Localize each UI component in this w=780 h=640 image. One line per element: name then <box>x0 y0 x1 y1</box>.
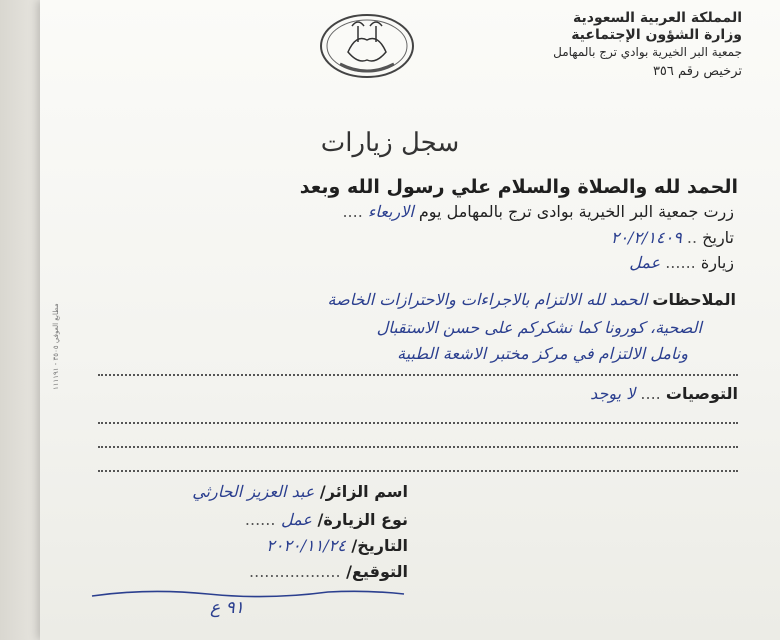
printer-note: مطابع العوفي ٣٥٠٥ - ١١١١٩١ <box>52 303 60 390</box>
recommendations-value: لا يوجد <box>590 384 636 403</box>
visit-type-value: عمل <box>281 510 312 529</box>
visitor-name-value: عبد العزيز الحارثي <box>192 482 315 501</box>
greeting-line: الحمد لله والصلاة والسلام علي رسول الله وبعد <box>299 176 738 198</box>
document-title: سجل زيارات <box>320 128 460 158</box>
license-number: ترخيص رقم ٣٥٦ <box>652 64 742 79</box>
visit-type-line: نوع الزيارة/ عمل ...... <box>244 510 408 529</box>
recommendations-rule-2 <box>98 446 738 448</box>
visit-kind-value: عمل <box>629 253 661 272</box>
recommendations-rule-3 <box>98 470 738 472</box>
recommendations-label: التوصيات <box>665 384 738 403</box>
visit-date-label: تاريخ <box>702 228 734 247</box>
visit-kind-line: زيارة ...... عمل <box>629 253 734 272</box>
notes-label: الملاحظات <box>652 290 736 309</box>
page-number: ٩١ ع <box>210 598 244 618</box>
notes-line-2: الصحية، كورونا كما نشكركم على حسن الاستقبال <box>376 318 702 337</box>
visit-day: الاربعاء <box>367 202 414 221</box>
visit-date-line: تاريخ .. ٢٠/٢/١٤٠٩ <box>610 228 734 247</box>
signature-icon <box>88 584 408 602</box>
page-edge <box>0 0 40 640</box>
notes-rule <box>98 374 738 376</box>
notes-line-1 <box>328 290 736 309</box>
visit-intro-line: زرت جمعية البر الخيرية بوادى ترج بالمهامل يوم الاربعاء .... <box>342 202 734 221</box>
visitor-date-label: التاريخ/ <box>351 536 408 555</box>
letterhead <box>553 10 742 80</box>
recommendations-rule-1 <box>98 422 738 424</box>
visitor-name-line <box>192 482 408 501</box>
visitor-name-label: اسم الزائر/ <box>319 482 408 501</box>
charity-name: جمعية البر الخيرية بوادي ترج بالمهامل <box>553 45 742 59</box>
signature-label: التوقيع/ <box>346 562 408 581</box>
signature-line: التوقيع/ .................. <box>249 562 408 581</box>
visit-intro-text: زرت جمعية البر الخيرية بوادى ترج بالمهامل يوم <box>418 202 734 221</box>
visitor-date-line <box>266 536 408 555</box>
charity-logo-icon <box>318 12 416 80</box>
notes-text-1: الحمد لله الالتزام بالاجراءات والاحترازات الخاصة <box>327 290 648 309</box>
notes-line-3: ونامل الالتزام في مركز مختبر الاشعة الطبية <box>397 344 688 363</box>
visitor-date-value: ٢٠٢٠/١١/٢٤ <box>266 536 346 555</box>
visit-date-value: ٢٠/٢/١٤٠٩ <box>610 228 682 247</box>
kingdom-name: المملكة العربية السعودية <box>573 10 742 26</box>
visit-kind-label: زيارة <box>700 253 734 272</box>
visit-type-label: نوع الزيارة/ <box>317 510 408 529</box>
recommendations-line: التوصيات .... لا يوجد <box>590 384 738 403</box>
ministry-name: وزارة الشؤون الإجتماعية <box>571 27 742 43</box>
